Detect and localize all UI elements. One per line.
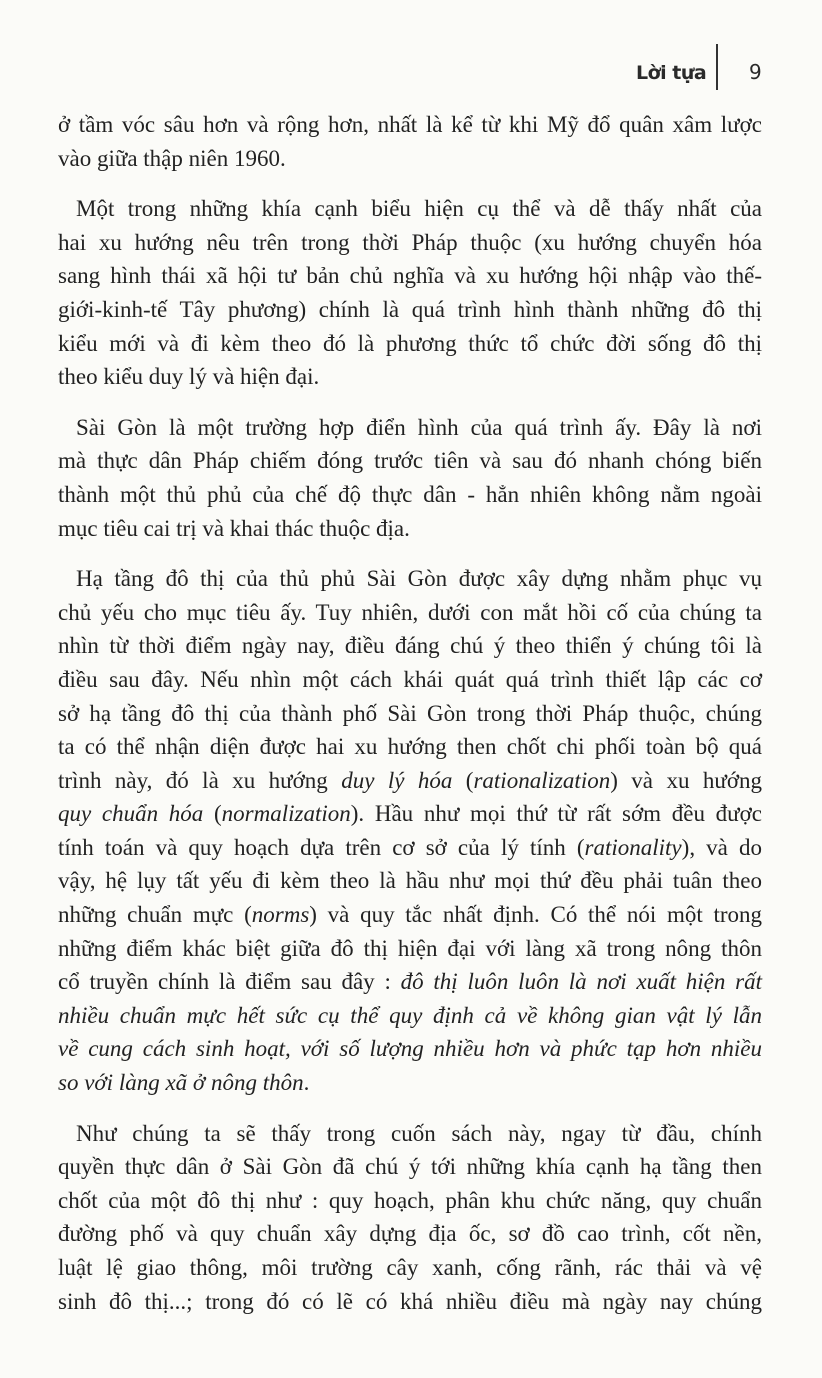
text-segment: mục tiêu cai trị và khai thác thuộc địa. [58,515,410,541]
text-segment: những chuẩn mực ( [58,902,252,928]
text-segment: chốt của một đô thị như : quy hoạch, phân khu chức năng, quy chuẩn [58,1187,762,1213]
page-header [0,56,822,96]
paragraph [58,1117,762,1319]
text-line [58,629,762,663]
text-segment: đường phố và quy chuẩn xây dựng địa ốc, sơ đồ cao trình, cốt nền, [58,1221,762,1247]
text-segment: mà thực dân Pháp chiếm đóng trước tiên và sau đó nhanh chóng biến [58,448,762,474]
text-segment: quyền thực dân ở Sài Gòn đã chú ý tới những khía cạnh hạ tầng then [58,1154,762,1180]
text-segment: Như chúng ta sẽ thấy trong cuốn sách này, ngay từ đầu, chính [76,1120,762,1146]
text-segment: ta có thể nhận diện được hai xu hướng then chốt chi phối toàn bộ quá [58,734,762,760]
text-line [58,108,762,142]
text-line [58,478,762,512]
text-line [58,965,762,999]
text-line [58,764,762,798]
text-segment: ). Hầu như mọi thứ từ rất sớm đều được [350,801,762,827]
text-line [58,562,762,596]
text-line [58,932,762,966]
text-segment: tính toán và quy hoạch dựa trên cơ sở của lý tính ( [58,834,585,860]
text-segment: sang hình thái xã hội tư bản chủ nghĩa và xu hướng hội nhập vào thế- [58,263,762,289]
text-line [58,1150,762,1184]
text-segment: trình này, đó là xu hướng [58,767,342,793]
text-line [58,831,762,865]
paragraph [58,562,762,1100]
text-line [58,1032,762,1066]
text-segment: sở hạ tầng đô thị của thành phố Sài Gòn trong thời Pháp thuộc, chúng [58,700,762,726]
text-line [58,360,762,394]
text-line [58,797,762,831]
italic-text: rationalization [473,767,611,793]
running-title: Lời tựa [636,62,707,84]
paragraph [58,411,762,545]
text-segment: vào giữa thập niên 1960. [58,145,286,171]
text-segment: theo kiểu duy lý và hiện đại. [58,364,320,390]
text-segment: những điểm khác biệt giữa đô thị hiện đại với làng xã trong nông thôn [58,935,762,961]
header-divider [716,44,718,90]
text-line [58,226,762,260]
text-line [58,999,762,1033]
italic-text: duy lý hóa [341,767,453,793]
text-segment: vậy, hệ lụy tất yếu đi kèm theo là hầu như mọi thứ đều phải tuân theo [58,868,762,894]
text-line [58,663,762,697]
text-line [58,142,762,176]
text-line [58,1217,762,1251]
text-line [58,259,762,293]
text-segment: Một trong những khía cạnh biểu hiện cụ thể và dễ thấy nhất của [76,196,762,222]
italic-text: nhiều chuẩn mực hết sức cụ thể quy định cả về không gian vật lý lẫn [58,1002,762,1028]
text-segment: ) và xu hướng [610,767,762,793]
page-number: 9 [749,60,762,84]
text-segment: ( [452,767,474,793]
italic-text: quy chuẩn hóa [58,801,204,827]
text-line [58,411,762,445]
text-segment: ở tầm vóc sâu hơn và rộng hơn, nhất là kể từ khi Mỹ đổ quân xâm lược [58,112,762,137]
paragraph [58,108,762,175]
text-line [58,444,762,478]
italic-text: normalization [221,801,351,827]
text-segment: hai xu hướng nêu trên trong thời Pháp thuộc (xu hướng chuyển hóa [58,229,762,255]
text-segment: ) và quy tắc nhất định. Có thể nói một trong [309,902,763,928]
text-segment: sinh đô thị...; trong đó có lẽ có khá nhiều điều mà ngày nay chúng [58,1288,762,1314]
text-line [58,1117,762,1151]
text-line [58,898,762,932]
text-line [58,512,762,546]
text-segment: giới-kinh-tế Tây phương) chính là quá trình hình thành những đô thị [58,296,762,322]
text-segment: cổ truyền chính là điểm sau đây : [58,969,401,995]
text-segment: điều sau đây. Nếu nhìn một cách khái quát quá trình thiết lập các cơ [58,666,762,692]
text-segment: luật lệ giao thông, môi trường cây xanh, cống rãnh, rác thải và vệ [58,1255,762,1280]
italic-text: rationality [584,834,682,860]
text-line [58,864,762,898]
text-line [58,327,762,361]
paragraph [58,192,762,394]
text-segment: ), và do [681,834,762,860]
text-segment: . [303,1070,310,1096]
text-line [58,192,762,226]
text-line [58,293,762,327]
text-segment: Sài Gòn là một trường hợp điển hình của quá trình ấy. Đây là nơi [76,414,762,440]
text-segment: Hạ tầng đô thị của thủ phủ Sài Gòn được xây dựng nhằm phục vụ [76,566,762,592]
text-line [58,1066,762,1100]
text-line [58,1184,762,1218]
text-line [58,1251,762,1285]
text-segment: chủ yếu cho mục tiêu ấy. Tuy nhiên, dưới con mắt hồi cố của chúng ta [58,599,762,625]
text-line [58,1285,762,1319]
text-line [58,596,762,630]
text-segment: nhìn từ thời điểm ngày nay, điều đáng chú ý theo thiển ý chúng tôi là [58,633,762,659]
text-line [58,730,762,764]
body-text [58,108,762,1335]
text-segment: kiểu mới và đi kèm theo đó là phương thức tổ chức đời sống đô thị [58,330,762,356]
text-line [58,697,762,731]
italic-text: so với làng xã ở nông thôn [58,1070,304,1096]
italic-text: norms [251,902,310,928]
text-segment: ( [203,801,222,827]
italic-text: về cung cách sinh hoạt, với số lượng nhiều hơn và phức tạp hơn nhiều [58,1036,762,1062]
italic-text: đô thị luôn luôn là nơi xuất hiện rất [400,969,762,995]
text-segment: thành một thủ phủ của chế độ thực dân - hẳn nhiên không nằm ngoài [58,481,762,507]
